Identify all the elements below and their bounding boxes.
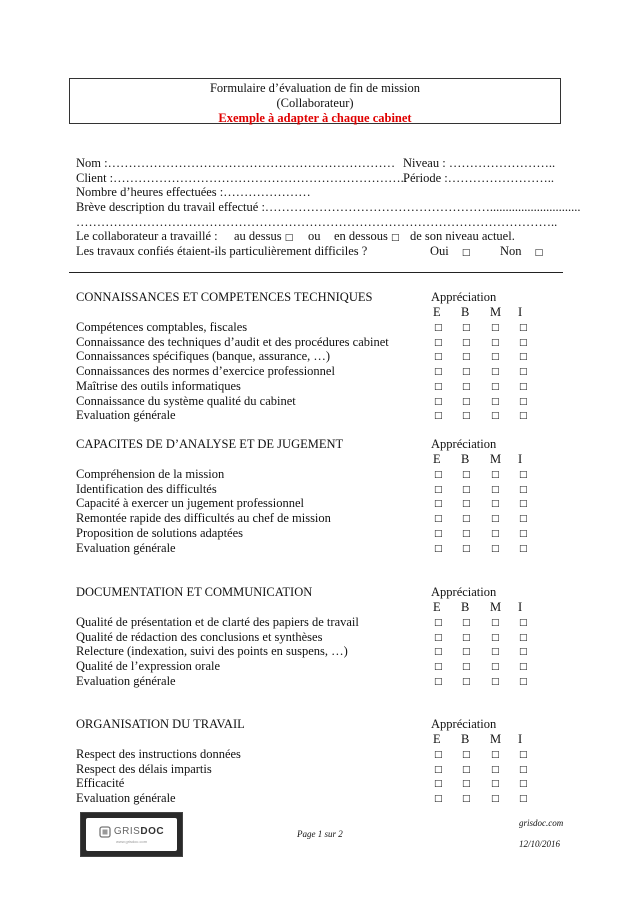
appreciation-label: Appréciation (431, 437, 497, 451)
grade-checkbox-i[interactable]: □ (519, 647, 528, 658)
grade-checkbox-b[interactable]: □ (462, 352, 471, 363)
grade-header-i: I (518, 732, 523, 746)
criteria-row (76, 335, 536, 350)
criteria-label: Identification des difficultés (76, 481, 217, 496)
criteria-row (76, 644, 536, 659)
grade-checkbox-i[interactable]: □ (519, 662, 528, 673)
grade-checkbox-b[interactable]: □ (462, 411, 471, 422)
form-title-box (69, 78, 561, 124)
grade-checkbox-m[interactable]: □ (491, 499, 500, 510)
niveau-field[interactable]: Niveau : …………………….. (403, 156, 556, 170)
grade-checkbox-b[interactable]: □ (462, 484, 471, 495)
ou-label: ou (308, 229, 321, 243)
criteria-label: Respect des délais impartis (76, 761, 212, 776)
grade-header-e: E (433, 600, 441, 614)
grade-checkbox-m[interactable]: □ (491, 411, 500, 422)
grade-checkbox-i[interactable]: □ (519, 411, 528, 422)
travaille-label: Le collaborateur a travaillé : (76, 229, 218, 243)
description-field[interactable]: Brève description du travail effectué :………………………………………………............................. (76, 200, 581, 214)
criteria-label: Maîtrise des outils informatiques (76, 378, 241, 393)
grade-checkbox-b[interactable]: □ (462, 528, 471, 539)
grade-checkbox-m[interactable]: □ (491, 618, 500, 628)
grade-checkbox-b[interactable]: □ (462, 750, 471, 760)
form-subtitle: (Collaborateur) (276, 96, 354, 110)
criteria-row (76, 379, 536, 394)
appreciation-label: Appréciation (431, 717, 497, 731)
oui-label: Oui (430, 244, 449, 258)
grade-header-m: M (490, 452, 502, 466)
client-field[interactable]: Client :…………………………………………………………….. (76, 171, 407, 185)
nom-field[interactable]: Nom :…………………………………………………………… (76, 156, 396, 170)
grade-checkbox-m[interactable]: □ (491, 543, 500, 554)
grade-checkbox-m[interactable]: □ (491, 396, 500, 407)
grade-header-i: I (518, 305, 523, 319)
grade-checkbox-b[interactable]: □ (462, 618, 471, 628)
grade-checkbox-e[interactable]: □ (434, 676, 443, 687)
grade-checkbox-e[interactable]: □ (434, 514, 443, 525)
section-title: CONNAISSANCES ET COMPETENCES TECHNIQUES (76, 290, 373, 304)
grade-checkbox-b[interactable]: □ (462, 470, 471, 480)
criteria-label: Evaluation générale (76, 791, 176, 806)
heures-field[interactable]: Nombre d’heures effectuées :………………… (76, 185, 311, 199)
grade-checkbox-e[interactable]: □ (434, 647, 443, 658)
grade-checkbox-m[interactable]: □ (491, 484, 500, 495)
difficiles-label: Les travaux confiés étaient-ils particulièrement difficiles ? (76, 244, 368, 258)
grade-checkbox-e[interactable]: □ (434, 794, 443, 805)
non-checkbox[interactable]: □ (534, 248, 544, 258)
footer-date: 12/10/2016 (519, 839, 561, 849)
criteria-row (76, 394, 536, 409)
grade-checkbox-b[interactable]: □ (462, 543, 471, 554)
grade-header-i: I (518, 600, 523, 614)
criteria-row (76, 320, 536, 335)
grade-checkbox-i[interactable]: □ (519, 470, 528, 480)
section-title: CAPACITES DE D’ANALYSE ET DE JUGEMENT (76, 437, 344, 451)
criteria-row (76, 674, 536, 689)
grade-checkbox-e[interactable]: □ (434, 632, 443, 643)
criteria-label: Connaissances spécifiques (banque, assurance, …) (76, 349, 331, 364)
appreciation-label: Appréciation (431, 585, 497, 599)
grade-checkbox-b[interactable]: □ (462, 323, 471, 333)
criteria-label: Remontée rapide des difficultés au chef de mission (76, 511, 331, 526)
grade-header-e: E (433, 732, 441, 746)
grade-checkbox-b[interactable]: □ (462, 381, 471, 392)
grade-checkbox-e[interactable]: □ (434, 499, 443, 510)
grade-checkbox-b[interactable]: □ (462, 337, 471, 348)
criteria-label: Evaluation générale (76, 540, 176, 555)
grade-header-i: I (518, 452, 523, 466)
criteria-label: Capacité à exercer un jugement professionnel (76, 496, 305, 511)
grade-checkbox-e[interactable]: □ (434, 337, 443, 348)
grisdoc-logo (80, 812, 183, 857)
non-option[interactable] (500, 243, 543, 261)
grade-checkbox-m[interactable]: □ (491, 662, 500, 673)
grade-checkbox-e[interactable]: □ (434, 484, 443, 495)
grade-checkbox-m[interactable]: □ (491, 764, 500, 775)
grade-checkbox-m[interactable]: □ (491, 323, 500, 333)
criteria-row (76, 467, 536, 482)
grade-checkbox-i[interactable]: □ (519, 499, 528, 510)
grade-checkbox-i[interactable]: □ (519, 676, 528, 687)
criteria-label: Respect des instructions données (76, 747, 241, 761)
criteria-label: Connaissance du système qualité du cabinet (76, 393, 296, 408)
section-title: ORGANISATION DU TRAVAIL (76, 717, 245, 731)
en-dessous-checkbox[interactable]: □ (390, 233, 400, 243)
page-number: Page 1 sur 2 (297, 829, 343, 839)
difficiles-row (76, 243, 544, 259)
footer-site: grisdoc.com (519, 818, 564, 828)
grade-checkbox-m[interactable]: □ (491, 632, 500, 643)
grade-checkbox-i[interactable]: □ (519, 632, 528, 643)
criteria-row (76, 747, 536, 762)
criteria-row (76, 511, 536, 526)
grade-checkbox-i[interactable]: □ (519, 367, 528, 378)
criteria-row (76, 482, 536, 497)
grade-checkbox-i[interactable]: □ (519, 352, 528, 363)
grade-checkbox-i[interactable]: □ (519, 618, 528, 628)
criteria-row (76, 615, 536, 630)
grade-checkbox-e[interactable]: □ (434, 662, 443, 673)
grade-checkbox-e[interactable]: □ (434, 323, 443, 333)
grade-header-b: B (461, 732, 470, 746)
criteria-row (76, 526, 536, 541)
criteria-label: Efficacité (76, 776, 125, 791)
au-dessus-label: au dessus (234, 229, 282, 243)
criteria-label: Connaissances des normes d’exercice professionnel (76, 364, 335, 379)
grade-checkbox-b[interactable]: □ (462, 676, 471, 687)
grade-checkbox-e[interactable]: □ (434, 528, 443, 539)
grade-header-b: B (461, 305, 470, 319)
grade-checkbox-i[interactable]: □ (519, 323, 528, 333)
grade-checkbox-i[interactable]: □ (519, 484, 528, 495)
criteria-row (76, 630, 536, 645)
grade-header-m: M (490, 305, 502, 319)
section-title: DOCUMENTATION ET COMMUNICATION (76, 585, 313, 599)
description-continuation[interactable]: …………………………………………………………………………………………………….. (76, 215, 558, 229)
grade-checkbox-e[interactable]: □ (434, 779, 443, 790)
grade-checkbox-m[interactable]: □ (491, 470, 500, 480)
grade-checkbox-e[interactable]: □ (434, 352, 443, 363)
grade-checkbox-i[interactable]: □ (519, 543, 528, 554)
grade-checkbox-e[interactable]: □ (434, 618, 443, 628)
grade-checkbox-i[interactable]: □ (519, 381, 528, 392)
au-dessus-checkbox[interactable]: □ (284, 233, 294, 243)
grade-checkbox-m[interactable]: □ (491, 779, 500, 790)
criteria-row (76, 659, 536, 674)
logo-mark-icon (99, 826, 111, 838)
grade-header-e: E (433, 452, 441, 466)
grade-checkbox-e[interactable]: □ (434, 543, 443, 554)
grade-checkbox-e[interactable]: □ (434, 396, 443, 407)
grade-checkbox-e[interactable]: □ (434, 470, 443, 480)
criteria-row (76, 496, 536, 511)
grade-checkbox-m[interactable]: □ (491, 514, 500, 525)
separator-line (69, 272, 563, 273)
criteria-row (76, 349, 536, 364)
travaille-row (76, 228, 515, 244)
grade-checkbox-b[interactable]: □ (462, 794, 471, 805)
criteria-label: Qualité de l’expression orale (76, 659, 221, 674)
form-title: Formulaire d’évaluation de fin de mission (209, 81, 421, 95)
criteria-label: Compétences comptables, fiscales (76, 320, 248, 334)
grade-checkbox-i[interactable]: □ (519, 794, 528, 805)
grade-checkbox-b[interactable]: □ (462, 779, 471, 790)
form-adapt-note: Exemple à adapter à chaque cabinet (218, 111, 412, 125)
criteria-row (76, 408, 536, 423)
grade-checkbox-m[interactable]: □ (491, 337, 500, 348)
criteria-row (76, 776, 536, 791)
logo-wordmark: GRISDOC (113, 826, 165, 837)
grade-checkbox-i[interactable]: □ (519, 750, 528, 760)
grade-checkbox-m[interactable]: □ (491, 352, 500, 363)
grade-checkbox-m[interactable]: □ (491, 647, 500, 658)
grade-checkbox-e[interactable]: □ (434, 381, 443, 392)
grade-header-e: E (433, 305, 441, 319)
en-dessous-label: en dessous (334, 229, 388, 243)
oui-checkbox[interactable]: □ (461, 248, 471, 258)
grade-checkbox-i[interactable]: □ (519, 396, 528, 407)
grade-checkbox-b[interactable]: □ (462, 396, 471, 407)
grade-checkbox-e[interactable]: □ (434, 764, 443, 775)
grade-checkbox-i[interactable]: □ (519, 337, 528, 348)
grade-header-m: M (490, 732, 502, 746)
grade-header-b: B (461, 600, 470, 614)
periode-field[interactable]: Période :…………………….. (403, 171, 555, 185)
grade-checkbox-b[interactable]: □ (462, 647, 471, 658)
criteria-label: Qualité de rédaction des conclusions et synthèses (76, 629, 323, 644)
grade-checkbox-m[interactable]: □ (491, 367, 500, 378)
criteria-label: Evaluation générale (76, 673, 176, 688)
grade-checkbox-b[interactable]: □ (462, 662, 471, 673)
non-label: Non (500, 244, 522, 258)
oui-option[interactable] (430, 243, 470, 261)
criteria-row (76, 762, 536, 777)
criteria-label: Evaluation générale (76, 408, 176, 423)
grade-checkbox-b[interactable]: □ (462, 499, 471, 510)
criteria-label: Proposition de solutions adaptées (76, 525, 243, 540)
criteria-row (76, 364, 536, 379)
grade-header-m: M (490, 600, 502, 614)
grade-checkbox-i[interactable]: □ (519, 764, 528, 775)
niveau-actuel-label: de son niveau actuel. (410, 229, 515, 243)
criteria-label: Connaissance des techniques d’audit et des procédures cabinet (76, 334, 389, 349)
grade-checkbox-b[interactable]: □ (462, 367, 471, 378)
grade-header-b: B (461, 452, 470, 466)
criteria-row (76, 791, 536, 806)
grade-checkbox-b[interactable]: □ (462, 514, 471, 525)
grade-checkbox-m[interactable]: □ (491, 794, 500, 805)
grade-checkbox-m[interactable]: □ (491, 381, 500, 392)
grade-checkbox-e[interactable]: □ (434, 411, 443, 422)
grade-checkbox-i[interactable]: □ (519, 528, 528, 539)
criteria-label: Compréhension de la mission (76, 467, 225, 481)
grade-checkbox-m[interactable]: □ (491, 528, 500, 539)
grade-checkbox-e[interactable]: □ (434, 750, 443, 760)
grade-checkbox-m[interactable]: □ (491, 750, 500, 760)
criteria-label: Relecture (indexation, suivi des points en suspens, …) (76, 644, 348, 659)
grade-checkbox-i[interactable]: □ (519, 779, 528, 790)
grade-checkbox-m[interactable]: □ (491, 676, 500, 687)
logo-tagline: www.grisdoc.com (115, 838, 148, 844)
appreciation-label: Appréciation (431, 290, 497, 304)
grade-checkbox-e[interactable]: □ (434, 367, 443, 378)
grade-checkbox-i[interactable]: □ (519, 514, 528, 525)
criteria-label: Qualité de présentation et de clarté des papiers de travail (76, 615, 359, 629)
grade-checkbox-b[interactable]: □ (462, 764, 471, 775)
criteria-row (76, 541, 536, 556)
grade-checkbox-b[interactable]: □ (462, 632, 471, 643)
